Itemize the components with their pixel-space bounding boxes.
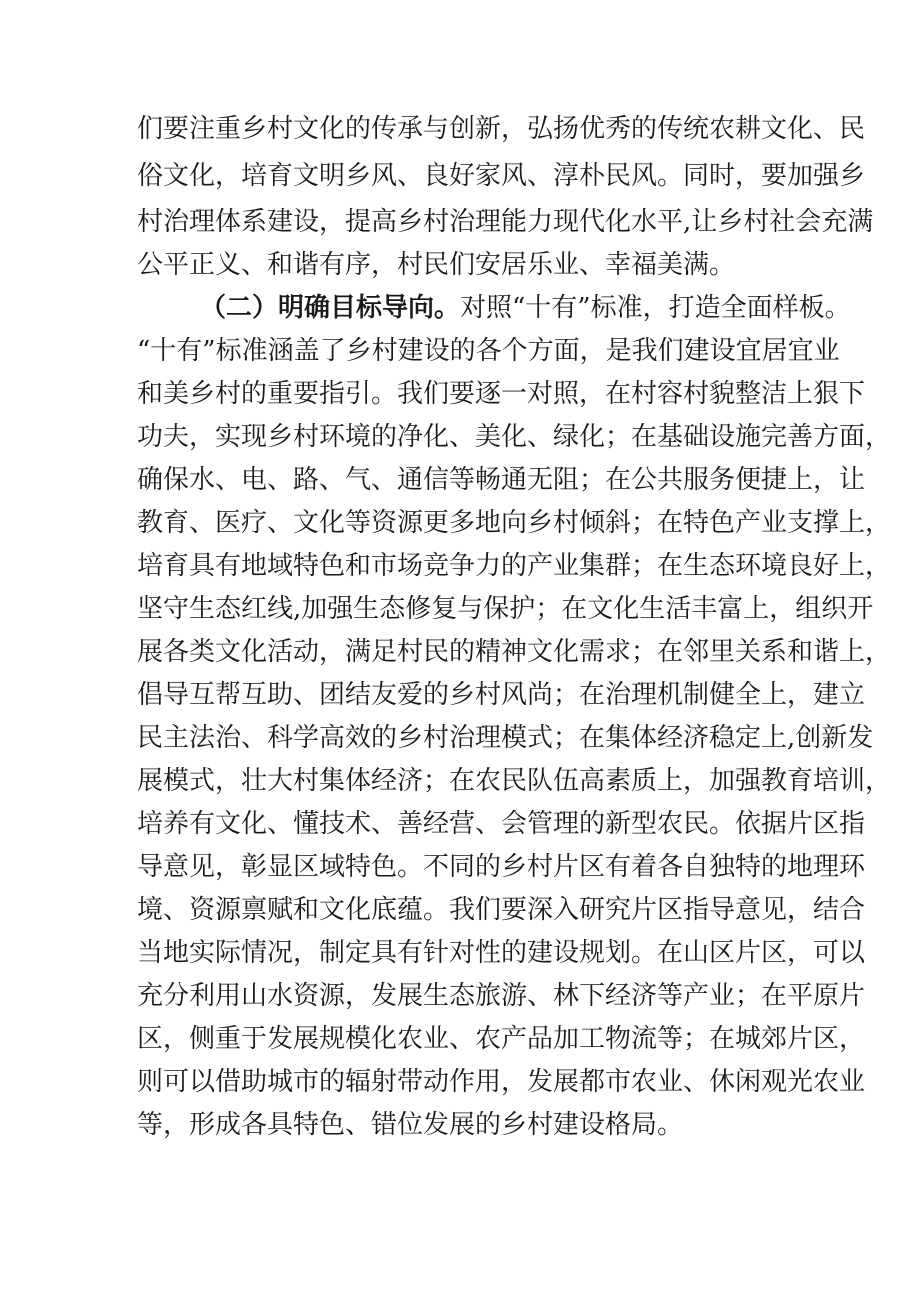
paragraph-1-line-2: 俗文化，培育文明乡风、良好家风、淳朴民风。同时，要加强乡 (137, 161, 866, 191)
section-heading-rest: 对照“十有”标准，打造全面样板。 (460, 293, 851, 323)
paragraph-2-line-1 (200, 287, 851, 330)
paragraph-2-line-17: 充分利用山水资源，发展生态旅游、林下经济等产业；在平原片 (137, 981, 866, 1011)
paragraph-2-line-10: 倡导互帮互助、团结友爱的乡村风尚；在治理机制健全上，建立 (137, 680, 866, 710)
paragraph-2-line-11: 民主法治、科学高效的乡村治理模式；在集体经济稳定上,创新发 (137, 723, 874, 753)
paragraph-2-line-12: 展模式，壮大村集体经济；在农民队伍高素质上，加强教育培训， (137, 766, 892, 796)
paragraph-2-line-9: 展各类文化活动，满足村民的精神文化需求；在邻里关系和谐上， (137, 637, 892, 667)
paragraph-2-line-7: 培育具有地域特色和市场竞争力的产业集群；在生态环境良好上， (137, 551, 892, 581)
paragraph-2-line-6: 教育、医疗、文化等资源更多地向乡村倾斜；在特色产业支撑上， (137, 508, 892, 538)
section-heading: （二）明确目标导向。 (200, 293, 461, 323)
paragraph-1-line-4: 公平正义、和谐有序，村民们安居乐业、幸福美满。 (137, 250, 736, 280)
paragraph-1-line-1: 们要注重乡村文化的传承与创新，弘扬优秀的传统农耕文化、民 (137, 114, 866, 144)
paragraph-2-line-8: 坚守生态红线,加强生态修复与保护；在文化生活丰富上，组织开 (137, 594, 874, 624)
paragraph-2-line-19: 则可以借助城市的辐射带动作用，发展都市农业、休闲观光农业 (137, 1067, 866, 1097)
paragraph-2-line-4: 功夫，实现乡村环境的净化、美化、绿化；在基础设施完善方面， (137, 422, 892, 452)
paragraph-2-line-5: 确保水、电、路、气、通信等畅通无阻；在公共服务便捷上，让 (137, 465, 866, 495)
paragraph-2-line-20: 等，形成各具特色、错位发展的乡村建设格局。 (137, 1110, 684, 1140)
paragraph-2-line-18: 区，侧重于发展规模化农业、农产品加工物流等；在城郊片区， (137, 1024, 866, 1054)
paragraph-2-line-3: 和美乡村的重要指引。我们要逐一对照，在村容村貌整洁上狠下 (137, 379, 866, 409)
paragraph-2-line-16: 当地实际情况，制定具有针对性的建设规划。在山区片区，可以 (137, 938, 866, 968)
paragraph-2-line-14: 导意见，彰显区域特色。不同的乡村片区有着各自独特的地理环 (137, 852, 866, 882)
paragraph-2-line-13: 培养有文化、懂技术、善经营、会管理的新型农民。依据片区指 (137, 809, 866, 839)
paragraph-2-line-2: “十有”标准涵盖了乡村建设的各个方面，是我们建设宜居宜业 (137, 336, 840, 366)
paragraph-2-line-15: 境、资源禀赋和文化底蕴。我们要深入研究片区指导意见，结合 (137, 895, 866, 925)
paragraph-1-line-3: 村治理体系建设，提高乡村治理能力现代化水平,让乡村社会充满 (137, 207, 874, 237)
